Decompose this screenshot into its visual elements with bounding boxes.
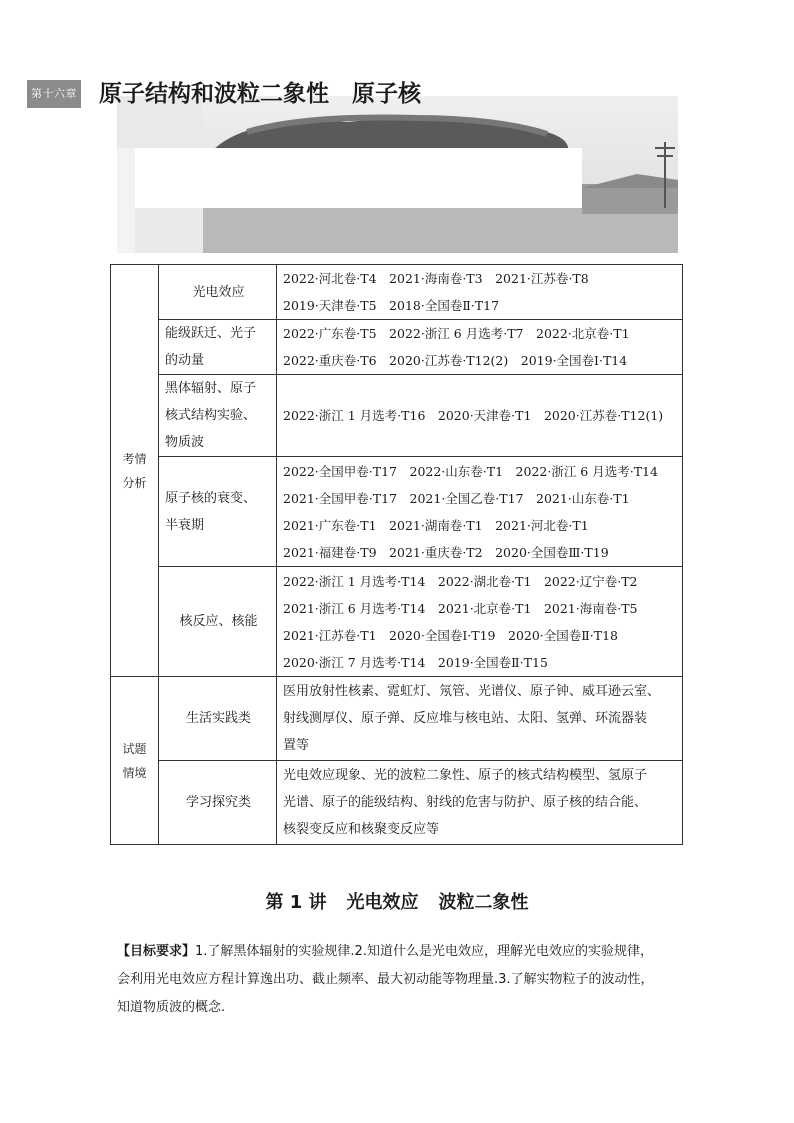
sources-cell: [277, 320, 683, 375]
topic-cell: [159, 457, 277, 567]
sources-cell: [277, 265, 683, 320]
goal-line: 1.了解黑体辐射的实验规律.2.知道什么是光电效应，理解光电效应的实验规律，: [195, 944, 653, 959]
table-row: [111, 761, 683, 845]
topic-cell: [159, 320, 277, 375]
sources-cell: [277, 567, 683, 677]
banner-left-edge: [117, 148, 135, 253]
topic-cell: 学习探究类: [159, 761, 277, 845]
topic-line: 的动量: [165, 353, 205, 368]
table-row: [111, 375, 683, 457]
text-line: 射线测厚仪、原子弹、反应堆与核电站、太阳、氢弹、环流器装: [283, 711, 648, 726]
topic-line: 核反应、核能: [179, 614, 258, 629]
topic-cell: 生活实践类: [159, 677, 277, 761]
topic-line: 光电效应: [192, 284, 245, 300]
topic-line: 黑体辐射、原子: [165, 381, 257, 396]
topic-line: 原子核的衰变、: [165, 490, 257, 506]
lecture-topic-2: 波粒二象性: [438, 892, 529, 913]
source-line: 2022·浙江 1 月选考·T16 2020·天津卷·T1 2020·江苏卷·T12(1): [283, 408, 664, 423]
chapter-title: 原子结构和波粒二象性 原子核: [99, 81, 421, 107]
text-line: 光电效应现象、光的波粒二象性、原子的核式结构模型、氢原子: [283, 768, 648, 783]
topic-cell: [159, 375, 277, 457]
scenario-text-cell: [277, 677, 683, 761]
source-line: 2021·广东卷·T1 2021·湖南卷·T1 2021·河北卷·T1: [283, 517, 589, 533]
source-line: 2022·浙江 1 月选考·T14 2022·湖北卷·T1 2022·辽宁卷·T2: [283, 573, 638, 589]
scenario-label: [111, 677, 159, 845]
source-line: 2021·福建卷·T9 2021·重庆卷·T2 2020·全国卷Ⅲ·T19: [283, 544, 609, 560]
table-row: [111, 677, 683, 761]
lecture-title: [0, 890, 794, 916]
goal-line: 知道物质波的概念.: [117, 1000, 226, 1015]
goal-paragraph: [117, 938, 682, 1022]
analysis-label-line: 分析: [122, 475, 147, 490]
scenario-text-cell: [277, 761, 683, 845]
lecture-topic-1: 光电效应: [346, 892, 419, 913]
text-line: 置等: [283, 738, 310, 753]
source-line: 2022·广东卷·T5 2022·浙江 6 月选考·T7 2022·北京卷·T1: [283, 326, 630, 341]
chapter-tag: 第十六章: [27, 80, 81, 108]
chapter-title-box: [135, 148, 582, 208]
scenario-label-line: 试题: [122, 741, 147, 756]
goal-line: 会利用光电效应方程计算逸出功、截止频率、最大初动能等物理量.3.了解实物粒子的波动性，: [117, 972, 654, 987]
source-line: 2022·重庆卷·T6 2020·江苏卷·T12(2) 2019·全国卷Ⅰ·T14: [283, 353, 628, 368]
exam-analysis-table: [110, 264, 683, 845]
source-line: 2020·浙江 7 月选考·T14 2019·全国卷Ⅱ·T15: [283, 654, 548, 670]
topic-line: 能级跃迁、光子: [165, 326, 257, 341]
topic-line: 物质波: [165, 435, 205, 450]
table-row: [111, 320, 683, 375]
sources-cell: [277, 457, 683, 567]
topic-line: 核式结构实验、: [165, 408, 257, 423]
sources-cell: [277, 375, 683, 457]
source-line: 2019·天津卷·T5 2018·全国卷Ⅱ·T17: [283, 298, 500, 313]
text-line: 核裂变反应和核聚变反应等: [283, 822, 440, 837]
scenario-label-line: 情境: [122, 765, 147, 780]
topic-cell: [159, 567, 277, 677]
source-line: 2021·江苏卷·T1 2020·全国卷Ⅰ·T19 2020·全国卷Ⅱ·T18: [283, 627, 618, 643]
topic-cell: [159, 265, 277, 320]
text-line: 光谱、原子的能级结构、射线的危害与防护、原子核的结合能、: [283, 795, 648, 810]
source-line: 2021·浙江 6 月选考·T14 2021·北京卷·T1 2021·海南卷·T5: [283, 600, 638, 616]
source-line: 2022·全国甲卷·T17 2022·山东卷·T1 2022·浙江 6 月选考·T14: [283, 463, 658, 479]
table-row: [111, 457, 683, 567]
source-line: 2021·全国甲卷·T17 2021·全国乙卷·T17 2021·山东卷·T1: [283, 490, 630, 506]
analysis-label: [111, 265, 159, 677]
chapter-banner: [117, 96, 678, 253]
table-row: [111, 567, 683, 677]
source-line: 2022·河北卷·T4 2021·海南卷·T3 2021·江苏卷·T8: [283, 271, 589, 286]
text-line: 医用放射性核素、霓虹灯、氖管、光谱仪、原子钟、威耳逊云室、: [283, 684, 661, 699]
lecture-number: 第 1 讲: [265, 892, 327, 913]
goal-label: 【目标要求】: [117, 944, 196, 959]
analysis-label-line: 考情: [122, 451, 147, 466]
table-row: [111, 265, 683, 320]
topic-line: 半衰期: [165, 517, 205, 533]
